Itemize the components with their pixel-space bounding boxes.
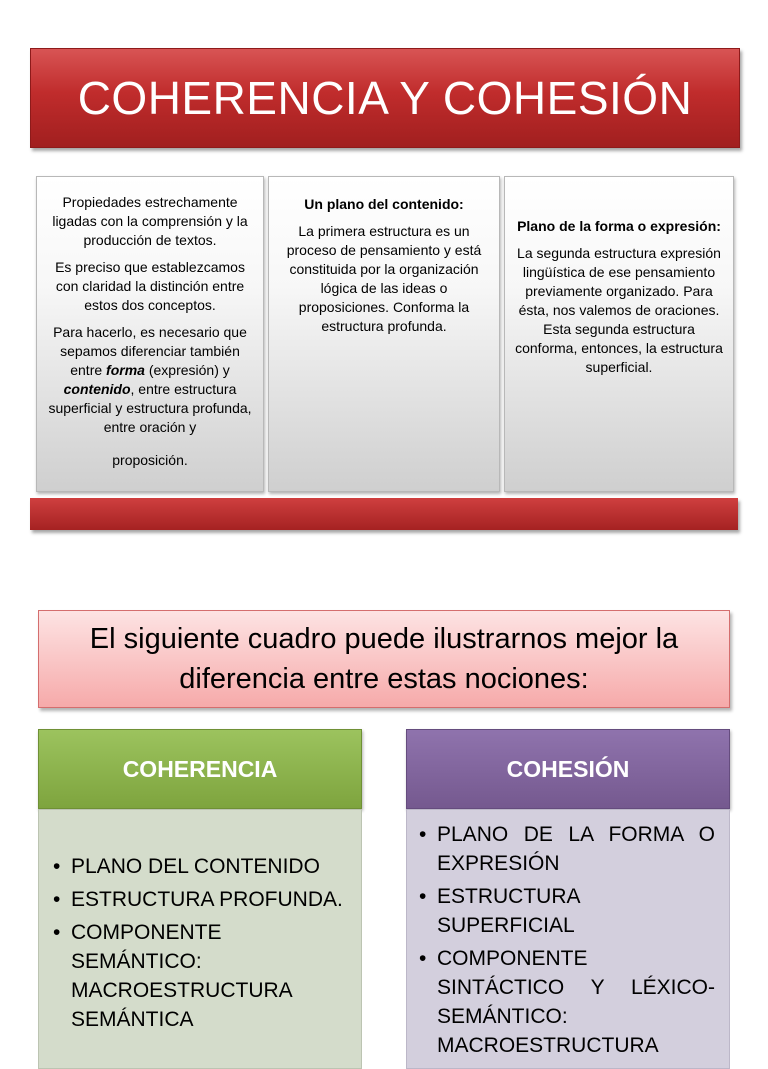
list-item — [53, 918, 345, 1034]
coherencia-body — [38, 809, 362, 1069]
list-item — [53, 885, 345, 914]
list-item-text: COMPONENTE SINTÁCTICO Y LÉXICO-SEMÁNTICO: MACROESTRUCTURA — [437, 947, 715, 1057]
text-run: , entre estructura superficial y estructura profunda, entre oración y — [48, 381, 252, 435]
banner-base-bar — [30, 498, 738, 530]
card-plano-forma — [504, 176, 734, 492]
bullet-icon: • — [53, 888, 61, 911]
card-paragraph: proposición. — [112, 452, 188, 468]
card-plano-contenido — [268, 176, 500, 492]
list-item-text: PLANO DE LA FORMA O EXPRESIÓN — [437, 823, 715, 875]
cohesion-body — [406, 809, 730, 1069]
card-heading: Plano de la forma o expresión: — [517, 218, 721, 234]
intro-text: El siguiente cuadro puede ilustrarnos mejor la diferencia entre estas nociones: — [89, 623, 679, 695]
card-propiedades — [36, 176, 264, 492]
list-item — [419, 882, 715, 940]
card-heading: Un plano del contenido: — [304, 196, 464, 212]
emphasis-contenido: contenido — [63, 381, 131, 397]
list-item — [419, 820, 715, 878]
page-title: COHERENCIA Y COHESIÓN — [77, 72, 693, 124]
text-run: Para hacerlo, es necesario que sepamos diferenciar también entre — [53, 324, 247, 378]
coherencia-header — [38, 729, 362, 809]
bullet-icon: • — [419, 947, 427, 970]
cohesion-title: COHESIÓN — [506, 755, 630, 782]
coherencia-title: COHERENCIA — [122, 755, 278, 782]
list-item — [53, 852, 345, 881]
list-item-text: ESTRUCTURA SUPERFICIAL — [437, 885, 581, 937]
list-item-text: ESTRUCTURA PROFUNDA. — [71, 888, 343, 911]
card-paragraph: La segunda estructura expresión lingüística de ese pensamiento previamente organizado. Para ésta, nos valemos de oraciones. Esta segunda estructura conforma, entonces, la estructura superficial. — [515, 245, 723, 375]
intro-box — [38, 610, 730, 708]
list-item-text: COMPONENTE SEMÁNTICO: MACROESTRUCTURA SEMÁNTICA — [71, 921, 292, 1031]
bullet-icon: • — [53, 921, 61, 944]
coherencia-list — [53, 852, 345, 1034]
list-item-text: PLANO DEL CONTENIDO — [71, 855, 320, 878]
cohesion-list — [419, 820, 715, 1060]
list-item — [419, 944, 715, 1060]
title-banner — [30, 48, 740, 148]
card-paragraph — [43, 323, 257, 437]
card-paragraph: La primera estructura es un proceso de pensamiento y está constituida por la organización lógica de las ideas o proposiciones. Conforma la estructura profunda. — [286, 223, 482, 334]
text-run: (expresión) y — [144, 362, 230, 378]
card-paragraph: Propiedades estrechamente ligadas con la comprensión y la producción de textos. — [52, 194, 248, 248]
bullet-icon: • — [419, 823, 427, 846]
bullet-icon: • — [419, 885, 427, 908]
emphasis-forma: forma — [106, 362, 145, 378]
card-paragraph: Es preciso que establezcamos con claridad la distinción entre estos dos conceptos. — [55, 259, 245, 313]
cohesion-header — [406, 729, 730, 809]
bullet-icon: • — [53, 855, 61, 878]
